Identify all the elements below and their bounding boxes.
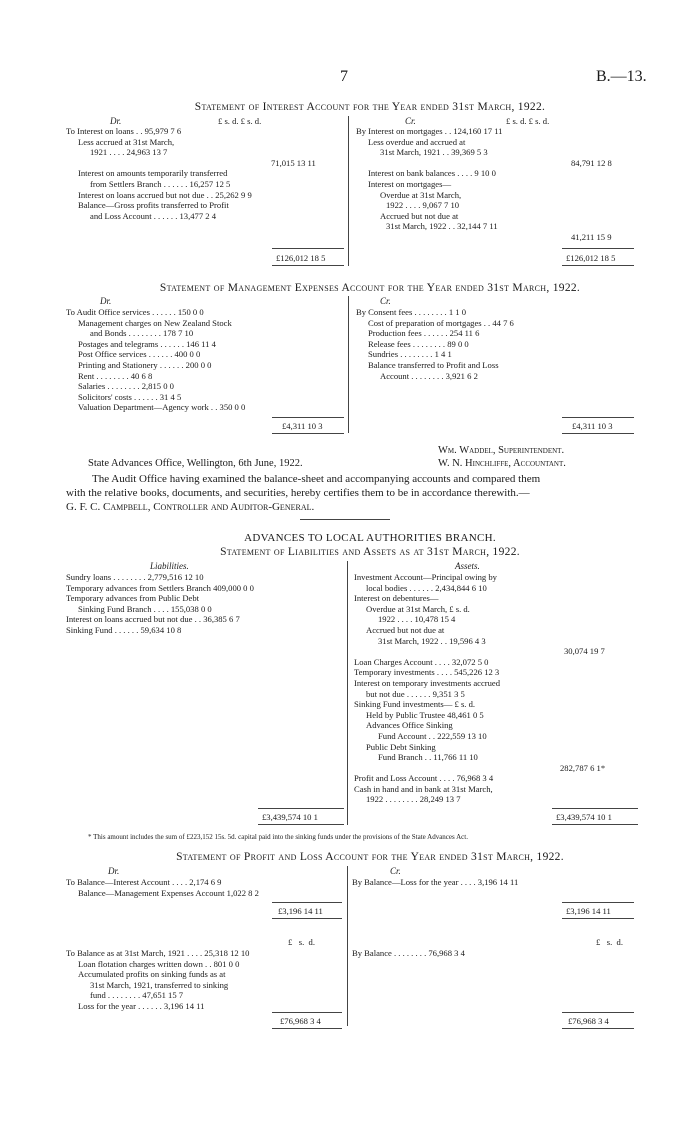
- total-rule: [258, 808, 344, 809]
- interest-cr-line: 84,791 12 8: [571, 157, 612, 168]
- mgmt-cr-line: Balance transferred to Profit and Loss: [368, 359, 499, 370]
- asset-line: Profit and Loss Account . . . . 76,968 3 4: [354, 773, 494, 784]
- mgmt-total-credit: £4,311 10 3: [572, 421, 613, 431]
- interest-cr-line: 31st March, 1921 . . 39,369 5 3: [380, 147, 488, 158]
- interest-dr-line: 1921 . . . . 24,963 13 7: [90, 147, 168, 158]
- office-date-line: State Advances Office, Wellington, 6th June, 1922.: [88, 458, 303, 469]
- page-number: 7: [340, 68, 348, 85]
- liabilities-label: Liabilities.: [150, 561, 189, 571]
- assets-label: Assets.: [455, 561, 480, 571]
- column-divider: [348, 296, 349, 433]
- column-divider: [347, 561, 348, 825]
- total-rule: [272, 918, 342, 919]
- column-divider: [348, 116, 349, 266]
- mgmt-credit-entries: [356, 307, 514, 381]
- asset-line: 31st March, 1922 . . 19,596 4 3: [378, 635, 486, 646]
- interest-dr-line: Balance—Gross profits transferred to Profit: [78, 200, 229, 211]
- pl-dr-line: Loan flotation charges written down . . 801 0 0: [78, 958, 240, 969]
- mgmt-cr-label: Cr.: [380, 296, 391, 306]
- asset-line: Overdue at 31st March, £ s. d.: [366, 603, 470, 614]
- interest-cr-line: 1922 . . . . 9,067 7 10: [386, 200, 460, 211]
- accountant-signature: W. N. Hinchliffe, Accountant.: [438, 458, 566, 469]
- total-rule: [272, 417, 344, 418]
- interest-cr-label: Cr.: [405, 116, 416, 126]
- total-rule: [552, 808, 638, 809]
- interest-statement-title: Statement of Interest Account for the Year ended 31st March, 1922.: [194, 101, 546, 113]
- interest-cr-line: Interest on mortgages—: [368, 178, 452, 189]
- total-rule: [272, 248, 344, 249]
- mgmt-cr-line: Sundries . . . . . . . . 1 4 1: [368, 349, 452, 360]
- pl-cr-line: By Balance—Loss for the year . . . . 3,196 14 11: [352, 877, 519, 887]
- pl-cr-line: By Balance . . . . . . . . 76,968 3 4: [352, 948, 465, 958]
- total-rule: [272, 433, 344, 434]
- interest-dr-label: Dr.: [110, 116, 122, 126]
- pl-statement-title: Statement of Profit and Loss Account for the Year ended 31st March, 1922.: [176, 851, 564, 863]
- interest-dr-line: To Interest on loans . . 95,979 7 6: [66, 126, 182, 136]
- asset-line: Investment Account—Principal owing by: [354, 572, 497, 582]
- interest-credit-entries: [356, 126, 612, 243]
- interest-left-column-headers: £ s. d. £ s. d.: [218, 116, 262, 126]
- asset-line: Interest on debentures—: [354, 593, 439, 604]
- mgmt-dr-line: Post Office services . . . . . . 400 0 0: [78, 349, 201, 360]
- mgmt-dr-line: Rent . . . . . . . . 40 6 8: [78, 370, 153, 381]
- asset-line: Fund Account . . 222,559 13 10: [378, 730, 487, 741]
- interest-total-debit: £126,012 18 5: [276, 253, 326, 263]
- mgmt-dr-line: Printing and Stationery . . . . . . 200 0 0: [78, 359, 212, 370]
- audit-certificate-line: with the relative books, documents, and securities, hereby certifies them to be in accordance therewith.—: [66, 487, 530, 499]
- liabilities-entries: [66, 572, 254, 636]
- liability-line: Interest on loans accrued but not due . . 36,385 6 7: [66, 614, 240, 625]
- auditor-general-signature: G. F. C. Campbell, Controller and Auditor-General.: [66, 501, 315, 513]
- pl-dr-line: Loss for the year . . . . . . 3,196 14 11: [78, 1000, 205, 1011]
- total-rule: [552, 824, 638, 825]
- superintendent-signature: Wm. Waddel, Superintendent.: [438, 445, 565, 456]
- asset-line: Cash in hand and in bank at 31st March,: [354, 783, 493, 794]
- section-separator: [300, 519, 390, 520]
- pl-total2-credit: £76,968 3 4: [568, 1016, 609, 1026]
- asset-line: Sinking Fund investments— £ s. d.: [354, 699, 476, 710]
- interest-dr-line: from Settlers Branch . . . . . . 16,257 12 5: [90, 178, 231, 189]
- interest-total-credit: £126,012 18 5: [566, 253, 616, 263]
- total-rule: [562, 433, 634, 434]
- liability-line: Sundry loans . . . . . . . . 2,779,516 12 10: [66, 572, 204, 582]
- mgmt-total-debit: £4,311 10 3: [282, 421, 323, 431]
- interest-cr-line: By Interest on mortgages . . 124,160 17 11: [356, 126, 503, 136]
- total-rule: [562, 417, 634, 418]
- mgmt-dr-line: and Bonds . . . . . . . . 178 7 10: [90, 328, 194, 339]
- mgmt-cr-line: Release fees . . . . . . . . 89 0 0: [368, 338, 469, 349]
- total-rule: [272, 1028, 342, 1029]
- mgmt-cr-line: Account . . . . . . . . 3,921 6 2: [380, 370, 478, 381]
- interest-dr-line: Less accrued at 31st March,: [78, 136, 175, 147]
- total-rule: [258, 824, 344, 825]
- asset-line: Accrued but not due at: [366, 624, 445, 635]
- mgmt-statement-title: Statement of Management Expenses Account for the Year ended 31st March, 1922.: [159, 282, 581, 294]
- mgmt-cr-line: By Consent fees . . . . . . . . 1 1 0: [356, 307, 467, 317]
- liability-line: Sinking Fund Branch . . . . 155,038 0 0: [78, 603, 212, 614]
- mgmt-dr-line: Postages and telegrams . . . . . . 146 11 4: [78, 338, 216, 349]
- total-rule: [562, 1012, 634, 1013]
- local-statement-title: Statement of Liabilities and Assets as at 31st March, 1922.: [220, 546, 520, 558]
- mgmt-dr-line: Solicitors' costs . . . . . . 31 4 5: [78, 391, 182, 402]
- interest-cr-line: 31st March, 1922 . . 32,144 7 11: [386, 221, 498, 232]
- total-rule: [272, 902, 342, 903]
- pl-debit-entries-2: [66, 948, 249, 1012]
- asset-line: Interest on temporary investments accrued: [354, 677, 501, 688]
- pl-column-headers: £ s. d.: [288, 937, 315, 947]
- pl-dr-line: To Balance as at 31st March, 1921 . . . . 25,318 12 10: [66, 948, 250, 958]
- interest-cr-line: Overdue at 31st March,: [380, 189, 462, 200]
- asset-line: Advances Office Sinking: [366, 720, 453, 731]
- mgmt-dr-line: To Audit Office services . . . . . . 150 0 0: [66, 307, 204, 317]
- mgmt-dr-label: Dr.: [100, 296, 112, 306]
- asset-line: 30,074 19 7: [564, 646, 605, 657]
- pl-credit-entries-2: [352, 948, 465, 959]
- pl-dr-line: Accumulated profits on sinking funds as at: [78, 969, 226, 980]
- audit-certificate-line: The Audit Office having examined the balance-sheet and accompanying accounts and compared them: [92, 473, 541, 485]
- assets-total: £3,439,574 10 1: [556, 812, 612, 822]
- column-divider: [347, 866, 348, 1026]
- liabilities-total: £3,439,574 10 1: [262, 812, 318, 822]
- pl-debit-entries-1: [66, 877, 259, 898]
- asset-line: 1922 . . . . 10,478 15 4: [378, 614, 456, 625]
- interest-dr-line: and Loss Account . . . . . . 13,477 2 4: [90, 210, 217, 221]
- asset-line: Loan Charges Account . . . . 32,072 5 0: [354, 656, 489, 667]
- interest-cr-line: 41,211 15 9: [571, 231, 612, 242]
- mgmt-cr-line: Cost of preparation of mortgages . . 44 7 6: [368, 317, 514, 328]
- total-rule: [272, 1012, 342, 1013]
- pl-dr-line: 31st March, 1921, transferred to sinking: [90, 979, 229, 990]
- pl-dr-line: Balance—Management Expenses Account 1,022 8 2: [78, 887, 259, 898]
- pl-dr-label: Dr.: [108, 866, 120, 876]
- mgmt-dr-line: Salaries . . . . . . . . 2,815 0 0: [78, 381, 174, 392]
- mgmt-cr-line: Production fees . . . . . . 254 11 6: [368, 328, 480, 339]
- liability-line: Sinking Fund . . . . . . 59,634 10 8: [66, 624, 182, 635]
- asset-line: Temporary investments . . . . 545,226 12 3: [354, 667, 500, 678]
- assets-entries: [354, 572, 605, 805]
- interest-dr-line: Interest on amounts temporarily transferred: [78, 168, 228, 179]
- interest-cr-line: Accrued but not due at: [380, 210, 459, 221]
- pl-cr-label: Cr.: [390, 866, 401, 876]
- liability-line: Temporary advances from Public Debt: [66, 593, 200, 604]
- pl-dr-line: fund . . . . . . . . 47,651 15 7: [90, 990, 184, 1001]
- asset-line: 282,787 6 1*: [560, 762, 606, 773]
- mgmt-dr-line: Valuation Department—Agency work . . 350 0 0: [78, 402, 246, 413]
- pl-total2-debit: £76,968 3 4: [280, 1016, 321, 1026]
- liability-line: Temporary advances from Settlers Branch 409,000 0 0: [66, 582, 254, 593]
- asset-line: local bodies . . . . . . 2,434,844 6 10: [366, 582, 487, 593]
- total-rule: [562, 918, 634, 919]
- total-rule: [272, 265, 344, 266]
- footnote: * This amount includes the sum of £223,152 15s. 5d. capital paid into the sinking funds under the provisions of the State Advances Act.: [88, 833, 468, 841]
- total-rule: [562, 902, 634, 903]
- interest-cr-line: Interest on bank balances . . . . 9 10 0: [368, 168, 496, 179]
- document-reference: B.—13.: [596, 68, 647, 85]
- asset-line: Held by Public Trustee 48,461 0 5: [366, 709, 484, 720]
- total-rule: [562, 1028, 634, 1029]
- pl-column-headers: £ s. d.: [596, 937, 623, 947]
- asset-line: but not due . . . . . . 9,351 3 5: [366, 688, 465, 699]
- pl-total1-credit: £3,196 14 11: [566, 906, 611, 916]
- pl-credit-entries-1: [352, 877, 518, 888]
- mgmt-dr-line: Management charges on New Zealand Stock: [78, 317, 232, 328]
- mgmt-debit-entries: [66, 307, 245, 413]
- branch-title: ADVANCES TO LOCAL AUTHORITIES BRANCH.: [244, 532, 496, 544]
- asset-line: Public Debt Sinking: [366, 741, 436, 752]
- total-rule: [562, 248, 634, 249]
- interest-debit-entries: [66, 126, 316, 221]
- asset-line: Fund Branch . . 11,766 11 10: [378, 752, 478, 763]
- interest-right-column-headers: £ s. d. £ s. d.: [506, 116, 550, 126]
- pl-total1-debit: £3,196 14 11: [278, 906, 323, 916]
- interest-dr-line: 71,015 13 11: [271, 157, 316, 168]
- asset-line: 1922 . . . . . . . . 28,249 13 7: [366, 794, 461, 805]
- interest-dr-line: Interest on loans accrued but not due . . 25,262 9 9: [78, 189, 252, 200]
- pl-dr-line: To Balance—Interest Account . . . . 2,174 6 9: [66, 877, 222, 887]
- total-rule: [562, 265, 634, 266]
- interest-cr-line: Less overdue and accrued at: [368, 136, 466, 147]
